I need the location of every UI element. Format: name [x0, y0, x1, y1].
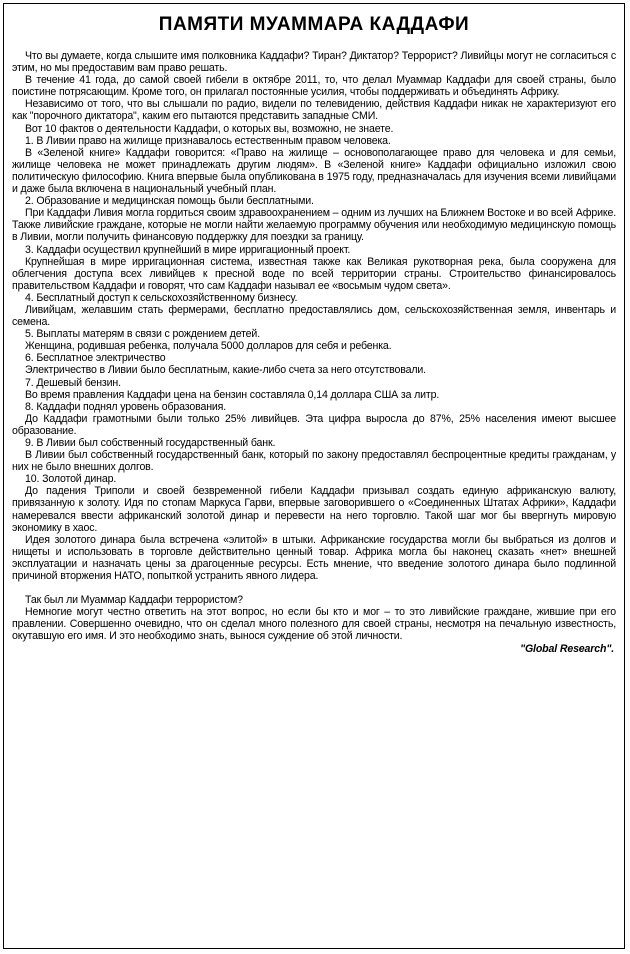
- paragraph: Независимо от того, что вы слышали по радио, видели по телевидению, действия Каддафи никак не характеризуют его как "порочного диктатора", каким его пытаются представить западные СМИ.: [12, 98, 616, 123]
- paragraph: В «Зеленой книге» Каддафи говорится: «Право на жилище – основополагающее право для человека и для семьи, жилище человека не может принадлежать другим людям». В «Зеленой книге» Каддафи официально изложил свою политическую философию. Книга впервые была опубликована в 1975 году, предназначалась для изучения всеми ливийцами и даже была включена в национальный учебный план.: [12, 146, 616, 196]
- paragraph: Электричество в Ливии было бесплатным, какие-либо счета за него отсутствовали.: [25, 364, 426, 377]
- article-content: [4, 14, 624, 655]
- fact-heading: 3. Каддафи осуществил крупнейший в мире ирригационный проект.: [25, 243, 351, 256]
- paragraph: В течение 41 года, до самой своей гибели в октябре 2011, то, что делал Муаммар Каддафи для своей страны, было поистине потрясающим. Кроме того, он прилагал постоянные усилия, чтобы поддерживать и объединять Африку.: [12, 74, 616, 99]
- fact-heading: 7. Дешевый бензин.: [25, 376, 121, 389]
- article-title: ПАМЯТИ МУАММАРА КАДДАФИ: [158, 14, 470, 35]
- article-body: [12, 50, 616, 655]
- closing-question: Так был ли Муаммар Каддафи террористом?: [25, 594, 243, 607]
- paragraph: Женщина, родившая ребенка, получала 5000 долларов для себя и ребенка.: [25, 340, 392, 353]
- paragraph: Во время правления Каддафи цена на бензин составляла 0,14 доллара США за литр.: [25, 388, 440, 401]
- fact-heading: 4. Бесплатный доступ к сельскохозяйственному бизнесу.: [25, 291, 298, 304]
- paragraph: Вот 10 фактов о деятельности Каддафи, о которых вы, возможно, не знаете.: [25, 122, 394, 135]
- paragraph: До Каддафи грамотными были только 25% ливийцев. Эта цифра выросла до 87%, 25% населения имеют высшее образование.: [12, 412, 616, 437]
- source-signature: "Global Research".: [520, 642, 614, 655]
- fact-heading: 8. Каддафи поднял уровень образования.: [25, 400, 227, 413]
- fact-heading: 6. Бесплатное электричество: [25, 352, 166, 365]
- fact-heading: 5. Выплаты матерям в связи с рождением детей.: [25, 328, 260, 341]
- fact-heading: 10. Золотой динар.: [25, 473, 117, 486]
- fact-heading: 2. Образование и медицинская помощь были бесплатными.: [25, 195, 314, 208]
- fact-heading: 1. В Ливии право на жилище признавалось естественным правом человека.: [25, 134, 391, 147]
- section-gap: [12, 582, 616, 594]
- paragraph: Идея золотого динара была встречена «элитой» в штыки. Африканские государства могли бы выбраться из долгов и нищеты и использовать в торговле действительно ценный товар. Африка могла бы наконец сказать «нет» внешней эксплуатации и назначать цены за драгоценные ресурсы. Есть мнение, что введение золотого динара было подлинной причиной вторжения НАТО, попыткой устранить явного лидера.: [12, 533, 616, 583]
- paragraph: Ливийцам, желавшим стать фермерами, бесплатно предоставлялись дом, сельскохозяйственная земля, инвентарь и семена.: [12, 303, 616, 329]
- paragraph: Что вы думаете, когда слышите имя полковника Каддафи? Тиран? Диктатор? Террорист? Ливийцы могут не согласиться с этим, но мы предоставим вам право решать.: [12, 50, 616, 75]
- fact-heading: 9. В Ливии был собственный государственный банк.: [25, 437, 276, 449]
- paragraph: Крупнейшая в мире ирригационная система, известная также как Великая рукотворная река, была сооружена для облегчения доступа всех ливийцев к пресной воде по всей территории страны. Строительство финансировалось правительством Каддафи и говорят, что сам Каддафи называл ее «восьмым чудом света».: [12, 255, 616, 292]
- paragraph: До падения Триполи и своей безвременной гибели Каддафи призывал создать единую африканскую валюту, привязанную к золоту. Идя по стопам Маркуса Гарви, впервые заговорившего о «Соединенных Штатах Африки», Каддафи намеревался ввести африканский золотой динар и перевести на него торговлю. Такой шаг мог бы ввергнуть мировую экономику в хаос.: [12, 485, 616, 534]
- paragraph: В Ливии был собственный государственный банк, который по закону предоставлял беспроцентные кредиты гражданам, у них не было внешних долгов.: [12, 449, 616, 474]
- article-frame: [3, 3, 625, 949]
- closing-paragraph: Немногие могут честно ответить на этот вопрос, но если бы кто и мог – то это ливийские граждане, жившие при его правлении. Совершенно очевидно, что он сделал много полезного для своей страны, несмотря на печальную известность, окутавшую его имя. И это необходимо знать, вынося суждение об этой личности.: [12, 606, 616, 643]
- paragraph: При Каддафи Ливия могла гордиться своим здравоохранением – одним из лучших на Ближнем Востоке и во всей Африке. Также ливийские граждане, которые не могли найти желаемую программу обучения или необходимую медицинскую помощь в Ливии, могли получить финансовую поддержку для поездки за границу.: [12, 207, 616, 244]
